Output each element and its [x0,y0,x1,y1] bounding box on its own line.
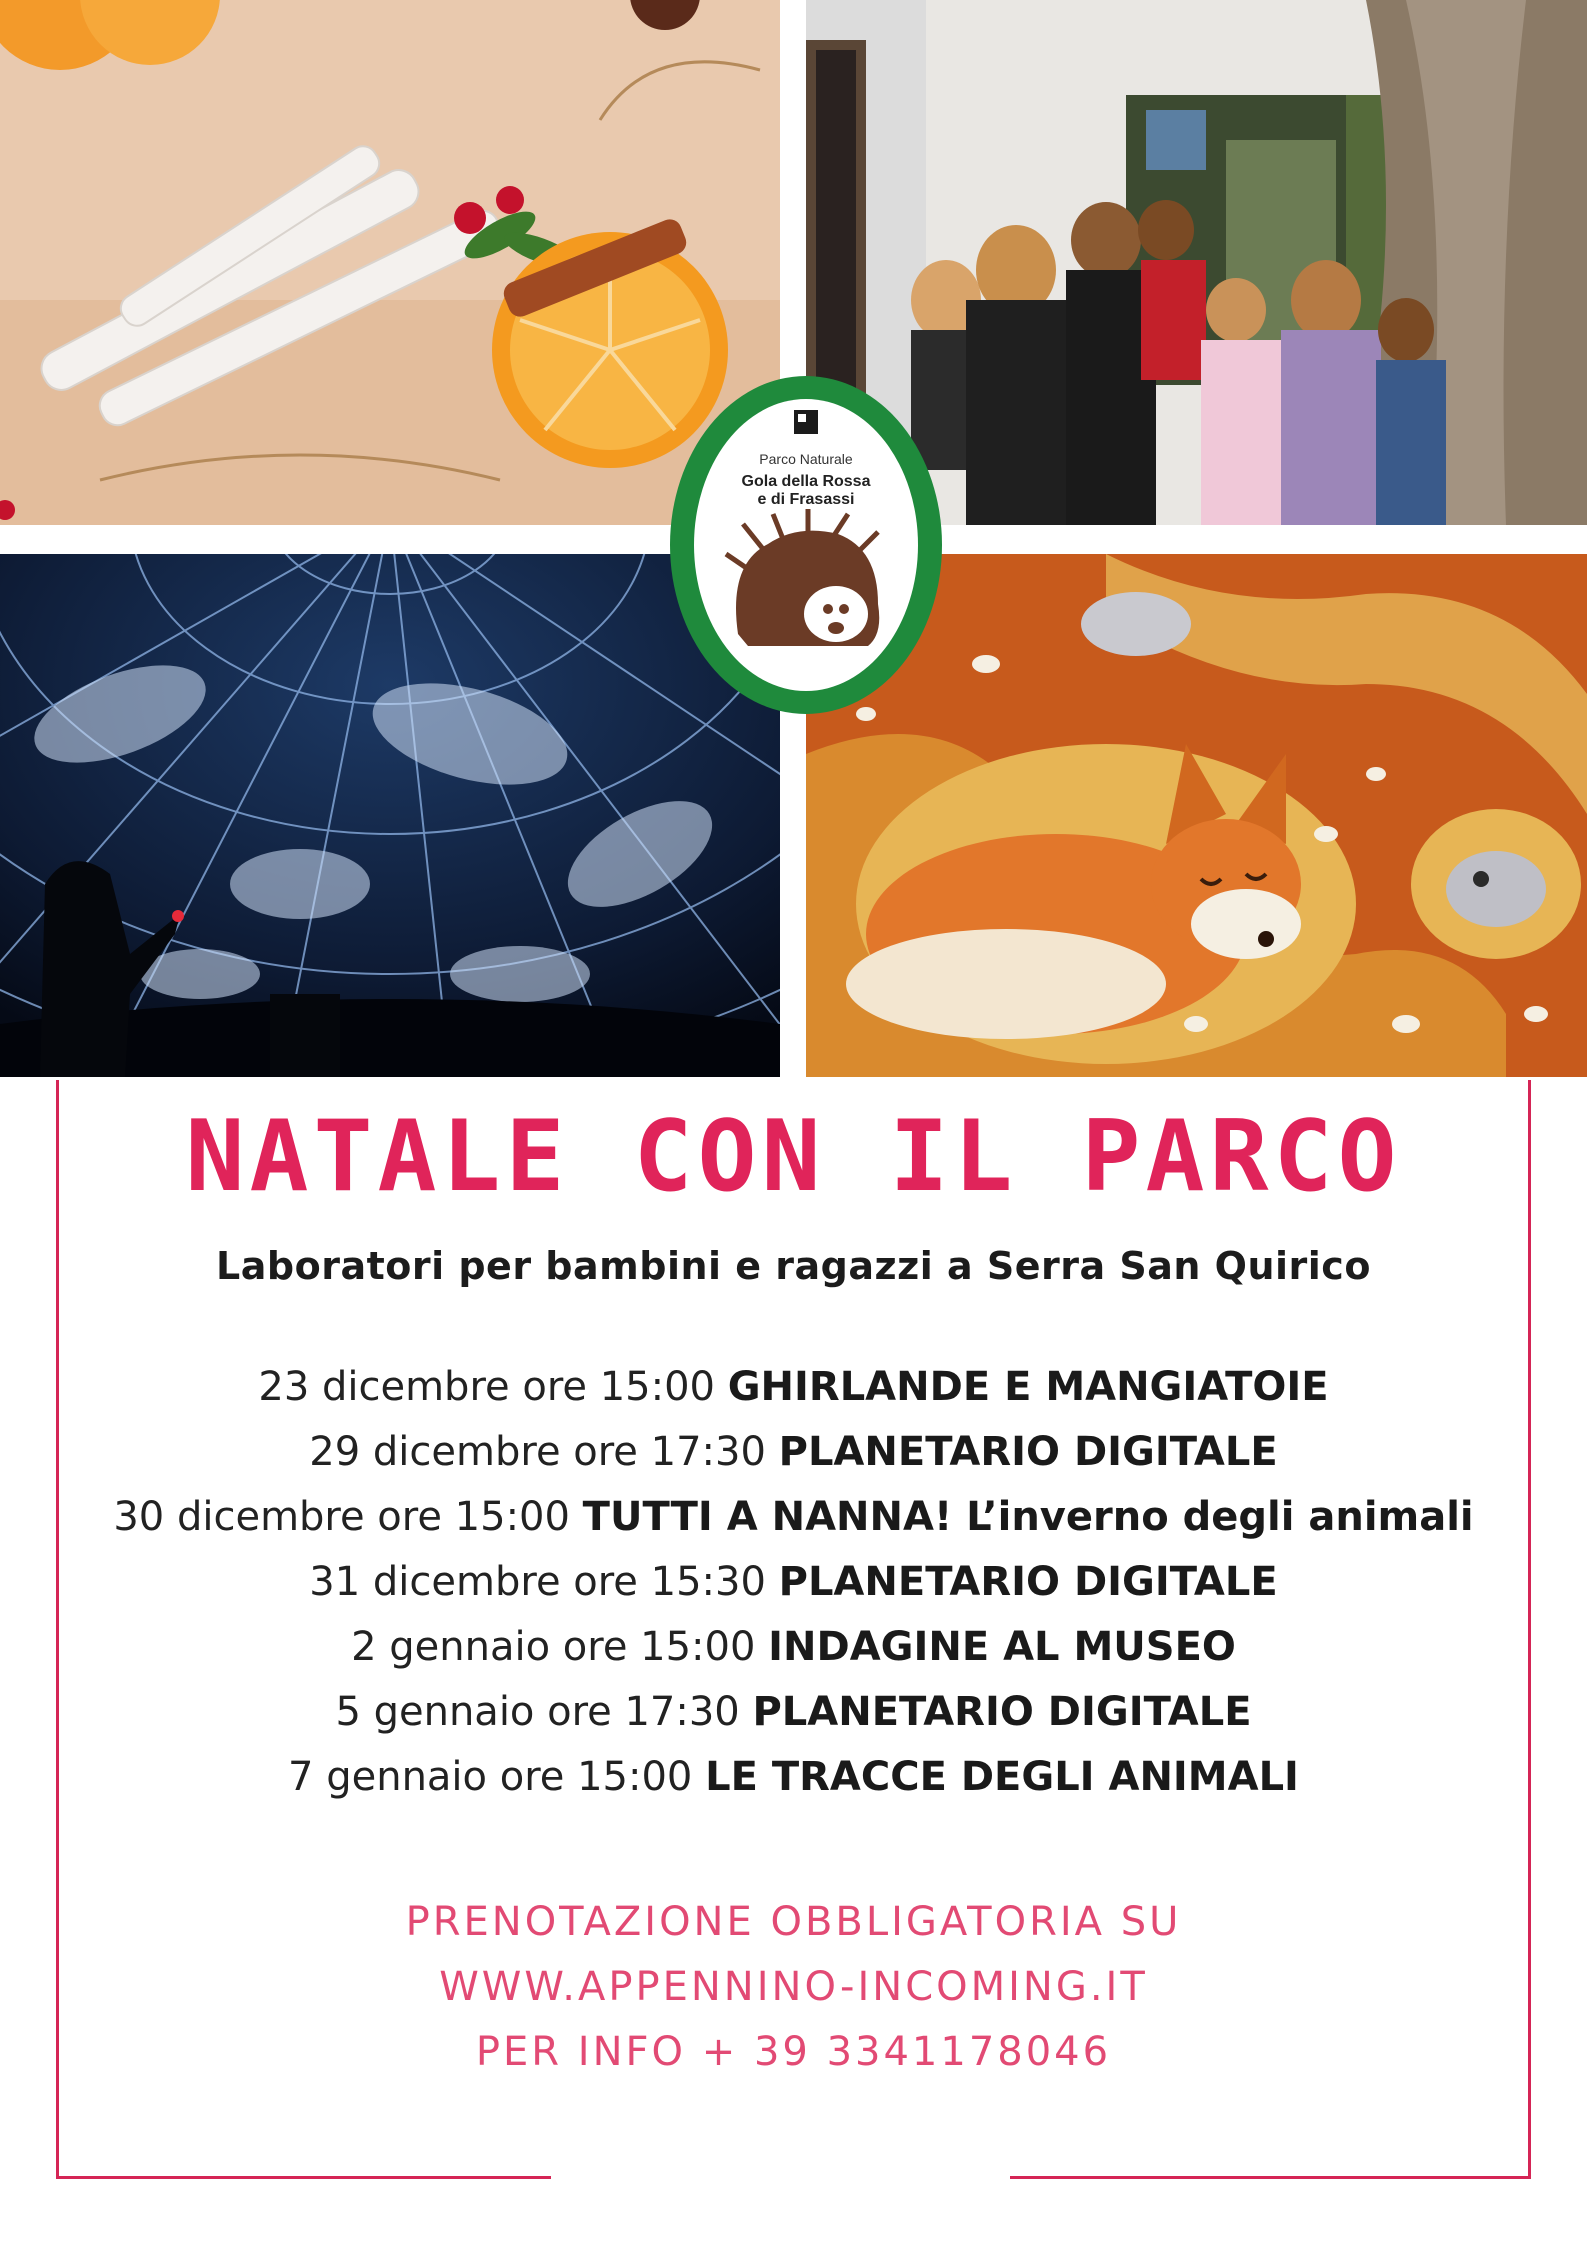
frame-line-bottom-left [56,2176,551,2179]
schedule-event: TUTTI A NANNA! L’inverno degli animali [582,1494,1474,1540]
schedule-event: INDAGINE AL MUSEO [768,1624,1236,1670]
frame-line-bottom-right [1010,2176,1531,2179]
logo-line3: e di Frasassi [757,491,855,508]
schedule-list [0,1355,1587,1810]
schedule-event: GHIRLANDE E MANGIATOIE [727,1364,1329,1410]
schedule-item [0,1680,1587,1745]
schedule-item [0,1355,1587,1420]
schedule-item [0,1550,1587,1615]
booking-website[interactable]: WWW.APPENNINO-INCOMING.IT [439,1964,1148,2010]
schedule-item [0,1485,1587,1550]
photo-orange-ornament [0,0,780,525]
schedule-event: PLANETARIO DIGITALE [778,1429,1278,1475]
booking-phone: PER INFO + 39 3341178046 [475,2029,1112,2075]
schedule-when: 29 dicembre ore 17:30 [309,1429,766,1475]
logo-line2: Gola della Rossa [741,473,871,490]
schedule-item [0,1745,1587,1810]
schedule-event: PLANETARIO DIGITALE [778,1559,1278,1605]
poster-title: NATALE CON IL PARCO [185,1100,1402,1214]
schedule-item [0,1420,1587,1485]
photo-planetarium [0,554,780,1077]
schedule-when: 7 gennaio ore 15:00 [288,1754,693,1800]
schedule-when: 23 dicembre ore 15:00 [258,1364,715,1410]
booking-info [0,1890,1587,2085]
schedule-event: PLANETARIO DIGITALE [752,1689,1252,1735]
schedule-when: 2 gennaio ore 15:00 [351,1624,756,1670]
schedule-item [0,1615,1587,1680]
logo-line1: Parco Naturale [759,451,853,467]
schedule-event: LE TRACCE DEGLI ANIMALI [705,1754,1299,1800]
poster-subtitle: Laboratori per bambini e ragazzi a Serra San Quirico [216,1244,1371,1288]
schedule-when: 5 gennaio ore 17:30 [335,1689,740,1735]
schedule-when: 30 dicembre ore 15:00 [113,1494,570,1540]
schedule-when: 31 dicembre ore 15:30 [309,1559,766,1605]
park-logo [668,374,944,716]
booking-line1: PRENOTAZIONE OBBLIGATORIA SU [405,1899,1182,1945]
